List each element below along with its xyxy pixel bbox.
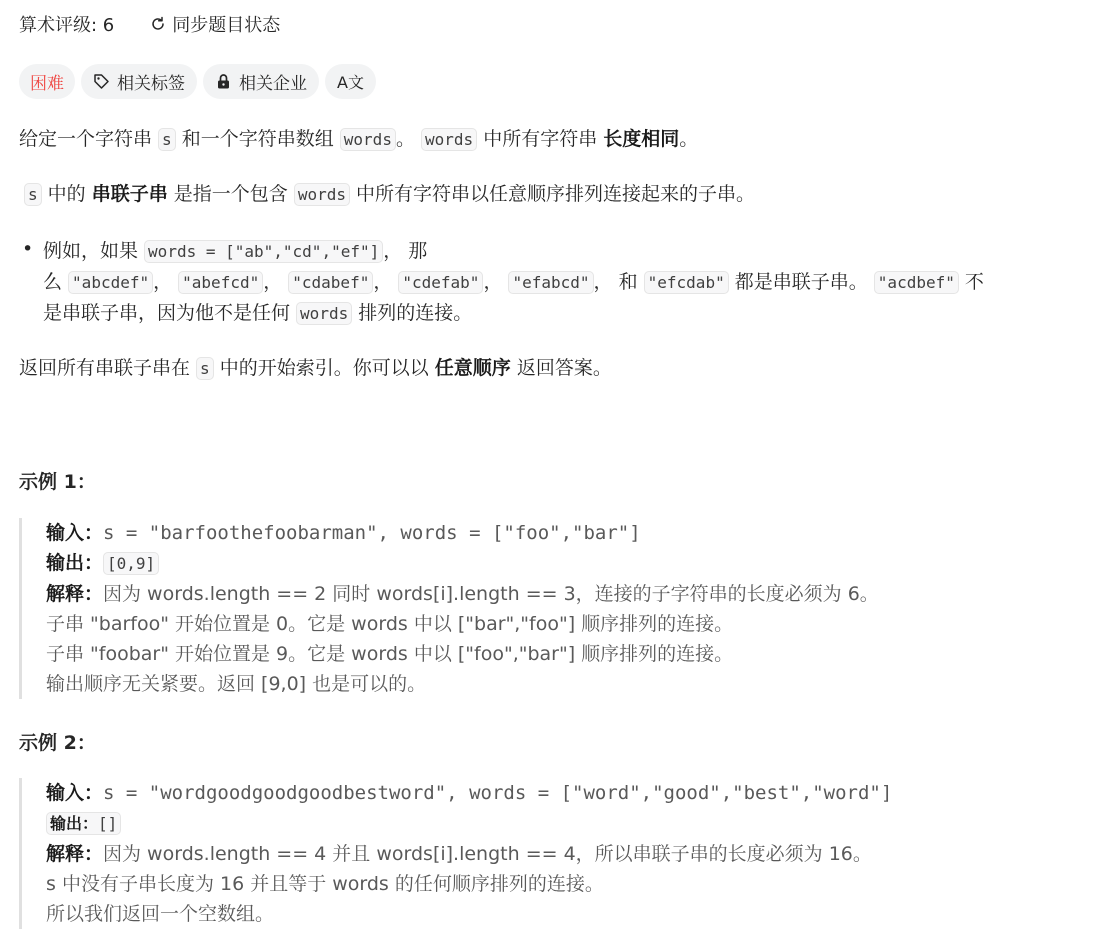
text: 么	[43, 271, 69, 293]
text: 是串联子串，因为他不是任何	[43, 302, 297, 324]
example-2-output	[46, 808, 1099, 839]
inline-code: "efcdab"	[644, 271, 729, 294]
inline-code: "efabcd"	[508, 271, 593, 294]
input-value: s = "barfoothefoobarman", words = ["foo","bar"]	[103, 522, 641, 544]
explain-label: 解释：	[46, 843, 104, 865]
related-companies-label: 相关企业	[239, 74, 307, 94]
text: ，	[483, 271, 509, 293]
example-1-block	[19, 518, 1099, 699]
desc-paragraph-2	[24, 179, 755, 210]
text: ， 和	[593, 271, 644, 293]
text: 例如，如果	[43, 240, 145, 262]
input-label: 输入：	[46, 782, 104, 804]
output-row-code	[46, 812, 121, 835]
inline-code: s	[196, 357, 214, 380]
text: 中所有字符串以任意顺序排列连接起来的子串。	[350, 183, 756, 205]
output-label: 输出：	[46, 552, 104, 574]
bold-text: 串联子串	[91, 183, 168, 205]
text: ， 那	[383, 240, 428, 262]
explain-line: 因为 words.length == 2 同时 words[i].length == 3，连接的子字符串的长度必须为 6。	[103, 583, 879, 605]
inline-code: "abefcd"	[178, 271, 263, 294]
related-tags-button[interactable]	[81, 64, 197, 99]
text: ，	[263, 271, 289, 293]
example-2-explain	[46, 839, 1099, 869]
text: 给定一个字符串	[19, 128, 159, 150]
text: 排列的连接。	[352, 302, 473, 324]
desc-paragraph-1	[19, 124, 698, 155]
text: 都是串联子串。	[728, 271, 874, 293]
text: 中的	[41, 183, 92, 205]
example-2-title: 示例 2：	[19, 732, 96, 754]
bold-text: 任意顺序	[434, 357, 511, 379]
header-bar	[19, 10, 280, 38]
bullet-line-1	[43, 236, 427, 267]
tag-icon	[93, 73, 110, 90]
text: 返回所有串联子串在	[19, 357, 197, 379]
explain-line: 子串 "barfoo" 开始位置是 0。它是 words 中以 ["bar","foo"] 顺序排列的连接。	[46, 613, 734, 635]
output-value: []	[98, 814, 118, 833]
text: 是指一个包含	[167, 183, 294, 205]
bullet-line-3	[43, 298, 472, 329]
example-1-output	[46, 548, 1099, 579]
inline-code: s	[158, 128, 176, 151]
input-label: 输入：	[46, 522, 104, 544]
sync-status-button[interactable]	[150, 11, 280, 37]
inline-code: words	[294, 183, 350, 206]
text: 不	[958, 271, 984, 293]
input-value: s = "wordgoodgoodgoodbestword", words = ["word","good","best","word"]	[103, 782, 893, 804]
tag-row	[19, 64, 376, 99]
example-2-input	[46, 778, 1099, 808]
inline-code: words	[340, 128, 396, 151]
text: 。	[679, 128, 699, 150]
inline-code: words	[421, 128, 477, 151]
difficulty-badge: 困难	[19, 64, 75, 99]
text: ，	[153, 271, 179, 293]
inline-code: "cdefab"	[398, 271, 483, 294]
inline-code: words = ["ab","cd","ef"]	[144, 240, 383, 263]
explain-line: 输出顺序无关紧要。返回 [9,0] 也是可以的。	[46, 673, 427, 695]
example-2-block	[19, 778, 1099, 929]
translate-icon: A文	[337, 73, 364, 92]
explain-line: 子串 "foobar" 开始位置是 9。它是 words 中以 ["foo","bar"] 顺序排列的连接。	[46, 643, 734, 665]
explain-line: 所以我们返回一个空数组。	[46, 903, 275, 925]
inline-code: "abcdef"	[68, 271, 153, 294]
bullet-dot: •	[22, 238, 34, 260]
example-1-input	[46, 518, 1099, 548]
inline-code: "acdbef"	[874, 271, 959, 294]
related-tags-label: 相关标签	[117, 74, 185, 94]
text: 和一个字符串数组	[175, 128, 340, 150]
bold-text: 长度相同	[603, 128, 680, 150]
inline-code: words	[296, 302, 352, 325]
text: 返回答案。	[510, 357, 612, 379]
bullet-line-2	[43, 267, 984, 298]
text: 中所有字符串	[477, 128, 604, 150]
inline-code: s	[24, 183, 42, 206]
refresh-icon	[150, 16, 166, 32]
sync-status-label: 同步题目状态	[172, 15, 281, 36]
desc-paragraph-3	[19, 353, 612, 384]
example-1-explain	[46, 579, 1099, 609]
related-companies-button[interactable]	[203, 64, 319, 99]
explain-label: 解释：	[46, 583, 104, 605]
translate-button[interactable]	[325, 64, 376, 99]
lock-icon	[215, 73, 232, 90]
example-1-title: 示例 1：	[19, 471, 96, 493]
output-value: [0,9]	[103, 552, 159, 575]
inline-code: "cdabef"	[288, 271, 373, 294]
text: 。	[395, 128, 421, 150]
explain-line: s 中没有子串长度为 16 并且等于 words 的任何顺序排列的连接。	[46, 873, 604, 895]
output-label: 输出：	[50, 814, 99, 833]
explain-line: 因为 words.length == 4 并且 words[i].length == 4，所以串联子串的长度必须为 16。	[103, 843, 872, 865]
rating-label: 算术评级: 6	[19, 15, 115, 36]
text: ，	[373, 271, 399, 293]
text: 中的开始索引。你可以以	[213, 357, 435, 379]
